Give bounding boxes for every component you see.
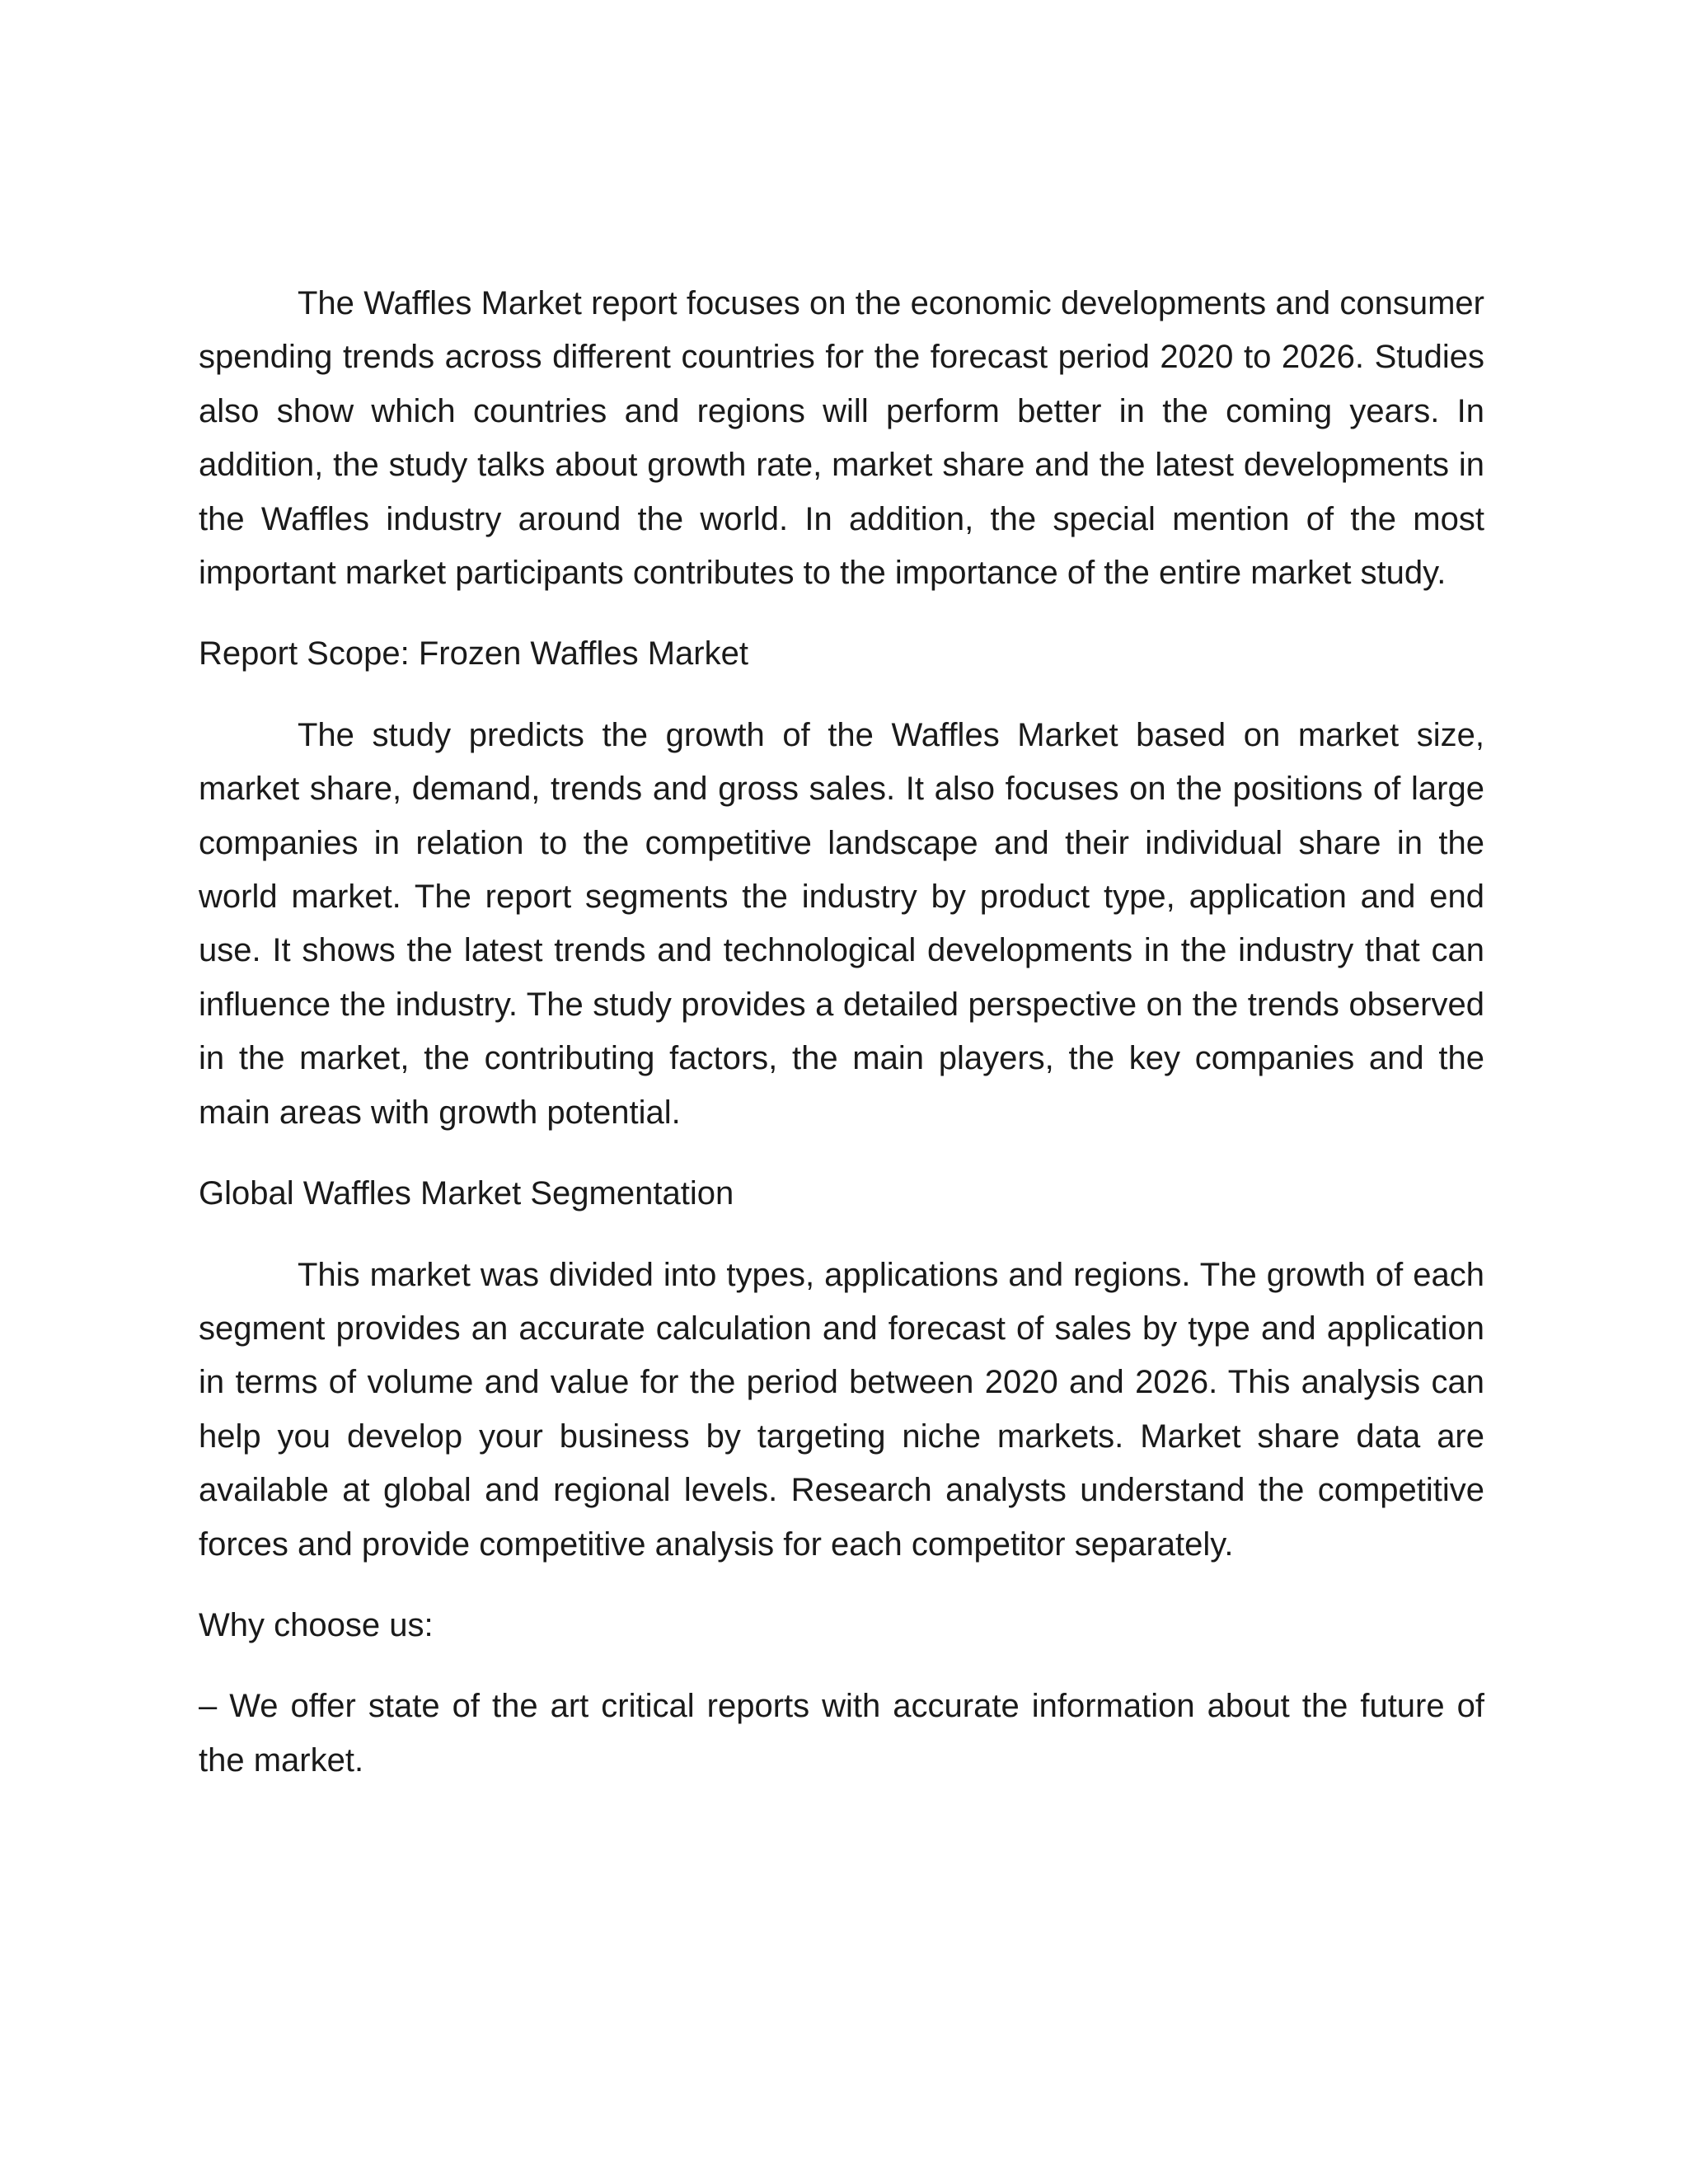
why-choose-us-bullet: – We offer state of the art critical reports with accurate information about the future of the market. (199, 1688, 1484, 1779)
report-scope-paragraph: The study predicts the growth of the Waffles Market based on market size, market share, demand, trends and gross sales. It also focuses on the positions of large companies in relation to the competitive landscape and their individual share in the world market. The report segments the industry by product type, application and end use. It shows the latest trends and technological developments in the industry that can influence the industry. The study provides a detailed perspective on the trends observed in the market, the contributing factors, the main players, the key companies and the main areas with growth potential. (199, 716, 1484, 1131)
report-scope-heading: Report Scope: Frozen Waffles Market (199, 635, 748, 673)
document-body (199, 277, 1484, 1788)
segmentation-heading: Global Waffles Market Segmentation (199, 1175, 734, 1212)
why-choose-us-heading: Why choose us: (199, 1606, 434, 1643)
intro-paragraph: The Waffles Market report focuses on the economic developments and consumer spending trends across different countries for the forecast period 2020 to 2026. Studies also show which countries and regions will perform better in the coming years. In addition, the study talks about growth rate, market share and the latest developments in the Waffles industry around the world. In addition, the special mention of the most important market participants contributes to the importance of the entire market study. (199, 285, 1484, 592)
segmentation-paragraph: This market was divided into types, applications and regions. The growth of each segment provides an accurate calculation and forecast of sales by type and application in terms of volume and value for the period between 2020 and 2026. This analysis can help you develop your business by targeting niche markets. Market share data are available at global and regional levels. Research analysts understand the competitive forces and provide competitive analysis for each competitor separately. (199, 1256, 1484, 1563)
